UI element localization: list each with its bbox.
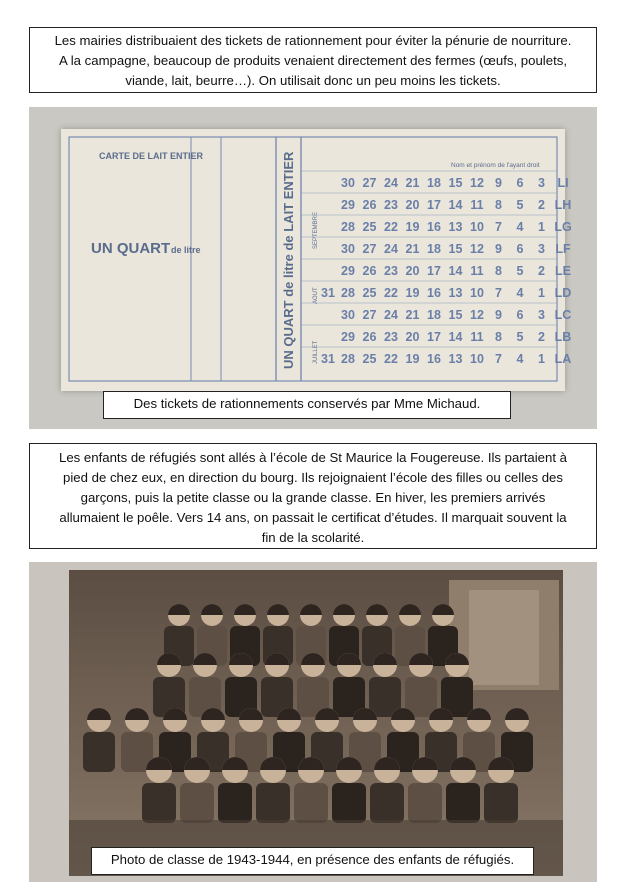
child-hair bbox=[234, 604, 256, 615]
ticket-grid bbox=[301, 171, 572, 366]
ticket-number: LH bbox=[554, 198, 572, 212]
ticket-number: 10 bbox=[470, 286, 484, 300]
ticket-number: 27 bbox=[362, 176, 377, 190]
ration-ticket-photo bbox=[29, 107, 597, 429]
ticket-number: 3 bbox=[538, 242, 545, 256]
school-line-4: allumaient le poêle. Vers 14 ans, on passait le certificat d’études. Il marquait souvent la bbox=[59, 510, 567, 525]
child-body bbox=[408, 783, 442, 823]
child-body bbox=[332, 783, 366, 823]
child-body bbox=[484, 783, 518, 823]
ticket-number: 28 bbox=[341, 352, 355, 366]
school-line-3: garçons, puis la petite classe ou la grande classe. En hiver, les premiers arrivés bbox=[80, 490, 546, 505]
child-hair bbox=[333, 604, 355, 615]
ticket-number: 20 bbox=[405, 330, 420, 344]
ticket-number: 12 bbox=[470, 242, 484, 256]
ticket-number: 11 bbox=[470, 330, 484, 344]
ticket-number: 3 bbox=[538, 176, 545, 190]
ticket-number: 12 bbox=[470, 176, 484, 190]
class-photo-drawing bbox=[69, 570, 563, 876]
ticket-number: 17 bbox=[427, 330, 441, 344]
child-body bbox=[83, 732, 115, 772]
ticket-number: 23 bbox=[384, 264, 398, 278]
ticket-number: 2 bbox=[538, 330, 545, 344]
card-title: CARTE DE LAIT ENTIER bbox=[99, 151, 204, 161]
ticket-number: 19 bbox=[405, 286, 420, 300]
child-body bbox=[142, 783, 176, 823]
ticket-number: 7 bbox=[495, 352, 502, 366]
ticket-number-31: 31 bbox=[321, 286, 335, 300]
class-photo-caption: Photo de classe de 1943-1944, en présence des enfants de réfugiés. bbox=[91, 847, 534, 875]
month-july: JUILLET bbox=[313, 340, 319, 364]
milk-ration-card bbox=[61, 129, 572, 391]
ticket-number: 13 bbox=[448, 220, 463, 234]
ticket-number: 25 bbox=[362, 286, 377, 300]
ticket-number: 5 bbox=[516, 198, 524, 212]
ticket-number: LI bbox=[557, 176, 569, 190]
ticket-number: 6 bbox=[516, 242, 524, 256]
child-body bbox=[256, 783, 290, 823]
ticket-number: 25 bbox=[362, 352, 377, 366]
ticket-number: 3 bbox=[538, 308, 545, 322]
intro-line-1: Les mairies distribuaient des tickets de rationnement pour éviter la pénurie de nourriture. bbox=[54, 33, 572, 48]
ticket-number: LA bbox=[554, 352, 572, 366]
ticket-number: 9 bbox=[495, 176, 502, 190]
card-holder-label: Nom et prénom de l'ayant droit bbox=[451, 162, 540, 169]
child-hair bbox=[87, 708, 111, 720]
ticket-number: 1 bbox=[538, 220, 545, 234]
ticket-number: 4 bbox=[516, 352, 524, 366]
school-line-5: fin de la scolarité. bbox=[261, 530, 365, 545]
ticket-number: 15 bbox=[448, 176, 463, 190]
child-body bbox=[446, 783, 480, 823]
intro-line-3: viande, lait, beurre…). On utilisait donc un peu moins les tickets. bbox=[125, 73, 501, 88]
ticket-number: 30 bbox=[341, 242, 355, 256]
ticket-number-31: 31 bbox=[321, 352, 335, 366]
intro-line-2: A la campagne, beaucoup de produits venaient directement des fermes (œufs, poulets, bbox=[58, 53, 567, 68]
ticket-number: 16 bbox=[427, 352, 441, 366]
class-photo bbox=[29, 562, 597, 882]
school-line-2: pied de chez eux, en direction du bourg. Ils rejoignaient l’école des filles ou celles des bbox=[63, 470, 563, 485]
ticket-number: 22 bbox=[384, 286, 398, 300]
ticket-number: 22 bbox=[384, 220, 398, 234]
ticket-number: 28 bbox=[341, 286, 355, 300]
ticket-number: 5 bbox=[516, 330, 524, 344]
ticket-number: 22 bbox=[384, 352, 398, 366]
ticket-number: 18 bbox=[427, 308, 441, 322]
ticket-number: 26 bbox=[362, 198, 377, 212]
ticket-number: 8 bbox=[495, 330, 502, 344]
ticket-number: 18 bbox=[427, 242, 441, 256]
ticket-number: 2 bbox=[538, 264, 545, 278]
ticket-number: 5 bbox=[516, 264, 524, 278]
month-august: AOUT bbox=[313, 287, 319, 304]
ticket-number: 21 bbox=[405, 308, 420, 322]
ticket-number: 4 bbox=[516, 220, 524, 234]
ticket-number: 21 bbox=[405, 242, 420, 256]
child-body bbox=[370, 783, 404, 823]
card-quart: UN QUART bbox=[91, 240, 171, 257]
ticket-number: 19 bbox=[405, 220, 420, 234]
ticket-number: 20 bbox=[405, 198, 420, 212]
ticket-number: LE bbox=[555, 264, 571, 278]
ticket-number: 19 bbox=[405, 352, 420, 366]
ticket-number: 21 bbox=[405, 176, 420, 190]
child-hair bbox=[300, 604, 322, 615]
ticket-number: 29 bbox=[341, 198, 355, 212]
ticket-number: 23 bbox=[384, 330, 398, 344]
ticket-number: 29 bbox=[341, 264, 355, 278]
card-quart-suffix: de litre bbox=[171, 245, 201, 255]
ticket-number: 10 bbox=[470, 352, 484, 366]
ticket-number: 20 bbox=[405, 264, 420, 278]
ticket-number: 27 bbox=[362, 308, 377, 322]
school-paragraph bbox=[29, 443, 597, 549]
ticket-number: 13 bbox=[448, 286, 463, 300]
ticket-number: 9 bbox=[495, 308, 502, 322]
ticket-number: 11 bbox=[470, 198, 484, 212]
ticket-number: 17 bbox=[427, 198, 441, 212]
ticket-number: 24 bbox=[384, 176, 398, 190]
ticket-number: 24 bbox=[384, 308, 398, 322]
ration-card-drawing bbox=[61, 129, 572, 391]
child-hair bbox=[267, 604, 289, 615]
ticket-number: 16 bbox=[427, 220, 441, 234]
child-hair bbox=[168, 604, 190, 615]
child-hair bbox=[201, 604, 223, 615]
ticket-number: 30 bbox=[341, 308, 355, 322]
ticket-number: 25 bbox=[362, 220, 377, 234]
ticket-number: 30 bbox=[341, 176, 355, 190]
ticket-caption: Des tickets de rationnements conservés par Mme Michaud. bbox=[103, 391, 511, 419]
ticket-number: 10 bbox=[470, 220, 484, 234]
ticket-number: 27 bbox=[362, 242, 377, 256]
ticket-number: 15 bbox=[448, 242, 463, 256]
child-body bbox=[218, 783, 252, 823]
ticket-number: 28 bbox=[341, 220, 355, 234]
ticket-number: 8 bbox=[495, 198, 502, 212]
ticket-number: LB bbox=[554, 330, 572, 344]
ticket-number: 15 bbox=[448, 308, 463, 322]
ticket-number: LC bbox=[554, 308, 572, 322]
child-hair bbox=[399, 604, 421, 615]
ticket-number: 1 bbox=[538, 352, 545, 366]
child-hair bbox=[366, 604, 388, 615]
ticket-number: 17 bbox=[427, 264, 441, 278]
ticket-number: 26 bbox=[362, 264, 377, 278]
ticket-number: 6 bbox=[516, 308, 524, 322]
ticket-number: 4 bbox=[516, 286, 524, 300]
ticket-number: LF bbox=[555, 242, 571, 256]
ticket-number: 18 bbox=[427, 176, 441, 190]
ticket-number: 7 bbox=[495, 286, 502, 300]
child-hair bbox=[125, 708, 149, 720]
ticket-number: 13 bbox=[448, 352, 463, 366]
ticket-number: 14 bbox=[448, 330, 463, 344]
ticket-number: 8 bbox=[495, 264, 502, 278]
ticket-number: 14 bbox=[448, 264, 463, 278]
ticket-number: 2 bbox=[538, 198, 545, 212]
ticket-number: 12 bbox=[470, 308, 484, 322]
child-body bbox=[180, 783, 214, 823]
ticket-number: 29 bbox=[341, 330, 355, 344]
intro-paragraph bbox=[29, 27, 597, 93]
child-body bbox=[294, 783, 328, 823]
card-vertical-title: UN QUART de litre de LAIT ENTIER bbox=[281, 151, 296, 369]
ticket-number: 9 bbox=[495, 242, 502, 256]
ticket-number: 16 bbox=[427, 286, 441, 300]
ticket-number: 7 bbox=[495, 220, 502, 234]
ticket-number: 23 bbox=[384, 198, 398, 212]
ticket-number: LG bbox=[554, 220, 572, 234]
ticket-number: 14 bbox=[448, 198, 463, 212]
ticket-number: LD bbox=[554, 286, 572, 300]
ticket-number: 24 bbox=[384, 242, 398, 256]
class-photo-image bbox=[69, 570, 563, 876]
month-september: SEPTEMBRE bbox=[313, 211, 319, 249]
ticket-number: 11 bbox=[470, 264, 484, 278]
school-line-1: Les enfants de réfugiés sont allés à l’école de St Maurice la Fougereuse. Ils partaient à bbox=[58, 450, 567, 465]
ticket-number: 6 bbox=[516, 176, 524, 190]
ticket-number: 26 bbox=[362, 330, 377, 344]
child-hair bbox=[505, 708, 529, 720]
ticket-number: 1 bbox=[538, 286, 545, 300]
